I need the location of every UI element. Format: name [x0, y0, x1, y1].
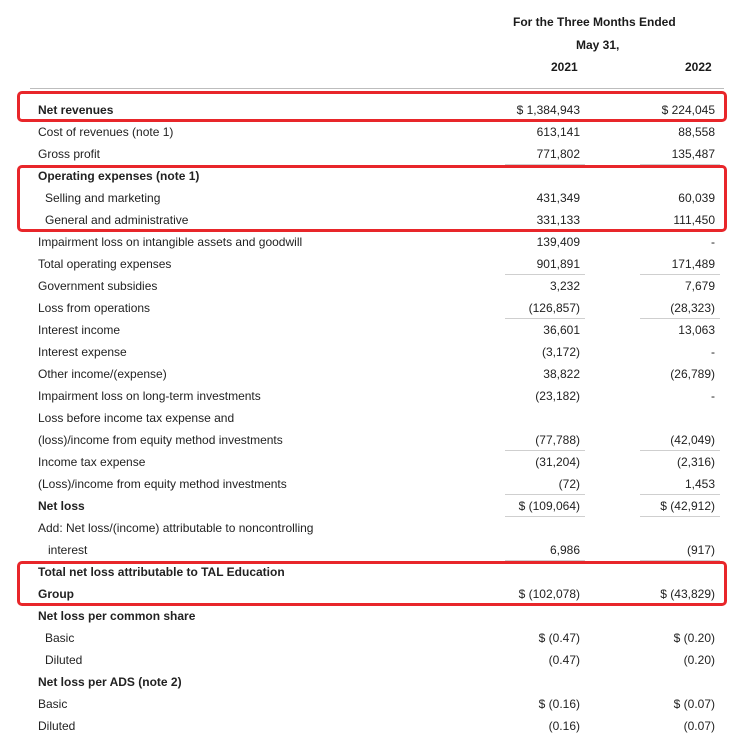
value-2021: $ (0.16)	[538, 697, 580, 711]
row-label: Net loss per ADS (note 2)	[38, 675, 182, 689]
value-2021: 771,802	[536, 147, 580, 161]
row-label: Interest income	[38, 323, 121, 337]
row-label: Selling and marketing	[45, 191, 161, 205]
value-2021: (0.47)	[548, 653, 580, 667]
value-2022: -	[711, 389, 715, 403]
row-label: (Loss)/income from equity method investments	[38, 477, 287, 491]
subtotal-rule	[640, 560, 720, 561]
value-2022: (26,789)	[670, 367, 715, 381]
value-2022: 1,453	[684, 477, 715, 491]
row-label: Diluted	[38, 719, 76, 733]
value-2022: 60,039	[678, 191, 715, 205]
value-2022: 88,558	[678, 125, 715, 139]
value-2022: (0.07)	[683, 719, 715, 733]
subtotal-rule	[640, 516, 720, 517]
subtotal-rule	[640, 164, 720, 165]
value-2021: (126,857)	[528, 301, 580, 315]
value-2021: 331,133	[536, 213, 580, 227]
value-2021: (0.16)	[548, 719, 580, 733]
value-2021: (23,182)	[535, 389, 580, 403]
value-2022: (42,049)	[670, 433, 715, 447]
row-label: Gross profit	[38, 147, 101, 161]
row-label: Total net loss attributable to TAL Education	[38, 565, 285, 579]
value-2021: 3,232	[549, 279, 580, 293]
value-2022: 7,679	[684, 279, 715, 293]
value-2022: 111,450	[673, 213, 715, 227]
value-2022: $ (0.07)	[673, 697, 715, 711]
row-label: Add: Net loss/(income) attributable to noncontrolling	[38, 521, 314, 535]
row-label: Impairment loss on intangible assets and goodwill	[38, 235, 303, 249]
subtotal-rule	[505, 516, 585, 517]
value-2021: $ (0.47)	[538, 631, 580, 645]
row-label: Loss before income tax expense and	[38, 411, 235, 425]
value-2022: 135,487	[671, 147, 715, 161]
highlight-net-revenues	[17, 91, 727, 122]
value-2022: $ (0.20)	[673, 631, 715, 645]
value-2021: 6,986	[549, 543, 580, 557]
value-2021: $ (109,064)	[518, 499, 580, 513]
row-label: Basic	[38, 697, 68, 711]
value-2021: (3,172)	[541, 345, 580, 359]
value-2021: (72)	[558, 477, 580, 491]
subtotal-rule	[505, 164, 585, 165]
value-2021: $ (102,078)	[518, 587, 580, 601]
row-label: Income tax expense	[38, 455, 146, 469]
value-2021: 613,141	[536, 125, 580, 139]
row-label: Impairment loss on long-term investments	[38, 389, 261, 403]
period-header-line2: May 31,	[576, 38, 620, 52]
value-2022: 171,489	[671, 257, 715, 271]
row-label: (loss)/income from equity method investments	[38, 433, 283, 447]
row-label: Diluted	[45, 653, 83, 667]
column-header-2022: 2022	[685, 60, 712, 74]
row-label: Government subsidies	[38, 279, 158, 293]
row-label: Net loss	[38, 499, 85, 513]
row-label: Net loss per common share	[38, 609, 196, 623]
row-label: Basic	[45, 631, 75, 645]
value-2021: (77,788)	[535, 433, 580, 447]
value-2021: $ 1,384,943	[516, 103, 580, 117]
value-2021: 901,891	[536, 257, 580, 271]
row-label: Loss from operations	[38, 301, 151, 315]
value-2021: 38,822	[543, 367, 580, 381]
row-label: Operating expenses (note 1)	[38, 169, 200, 183]
value-2022: -	[711, 235, 715, 249]
value-2022: -	[711, 345, 715, 359]
row-label: Cost of revenues (note 1)	[38, 125, 174, 139]
value-2022: (28,323)	[670, 301, 715, 315]
period-header-line1: For the Three Months Ended	[513, 15, 676, 29]
value-2022: $ 224,045	[661, 103, 715, 117]
value-2021: 36,601	[543, 323, 580, 337]
value-2022: $ (42,912)	[660, 499, 715, 513]
header-divider	[30, 88, 724, 89]
value-2022: 13,063	[678, 323, 715, 337]
row-label: Other income/(expense)	[38, 367, 167, 381]
row-label: General and administrative	[45, 213, 189, 227]
value-2022: (917)	[686, 543, 715, 557]
value-2021: 431,349	[536, 191, 580, 205]
column-header-2021: 2021	[551, 60, 578, 74]
row-label: Total operating expenses	[38, 257, 172, 271]
row-label: interest	[48, 543, 88, 557]
row-label: Net revenues	[38, 103, 114, 117]
value-2022: $ (43,829)	[660, 587, 715, 601]
value-2022: (0.20)	[683, 653, 715, 667]
subtotal-rule	[505, 560, 585, 561]
value-2021: 139,409	[536, 235, 580, 249]
row-label: Group	[38, 587, 74, 601]
value-2021: (31,204)	[535, 455, 580, 469]
value-2022: (2,316)	[676, 455, 715, 469]
row-label: Interest expense	[38, 345, 127, 359]
